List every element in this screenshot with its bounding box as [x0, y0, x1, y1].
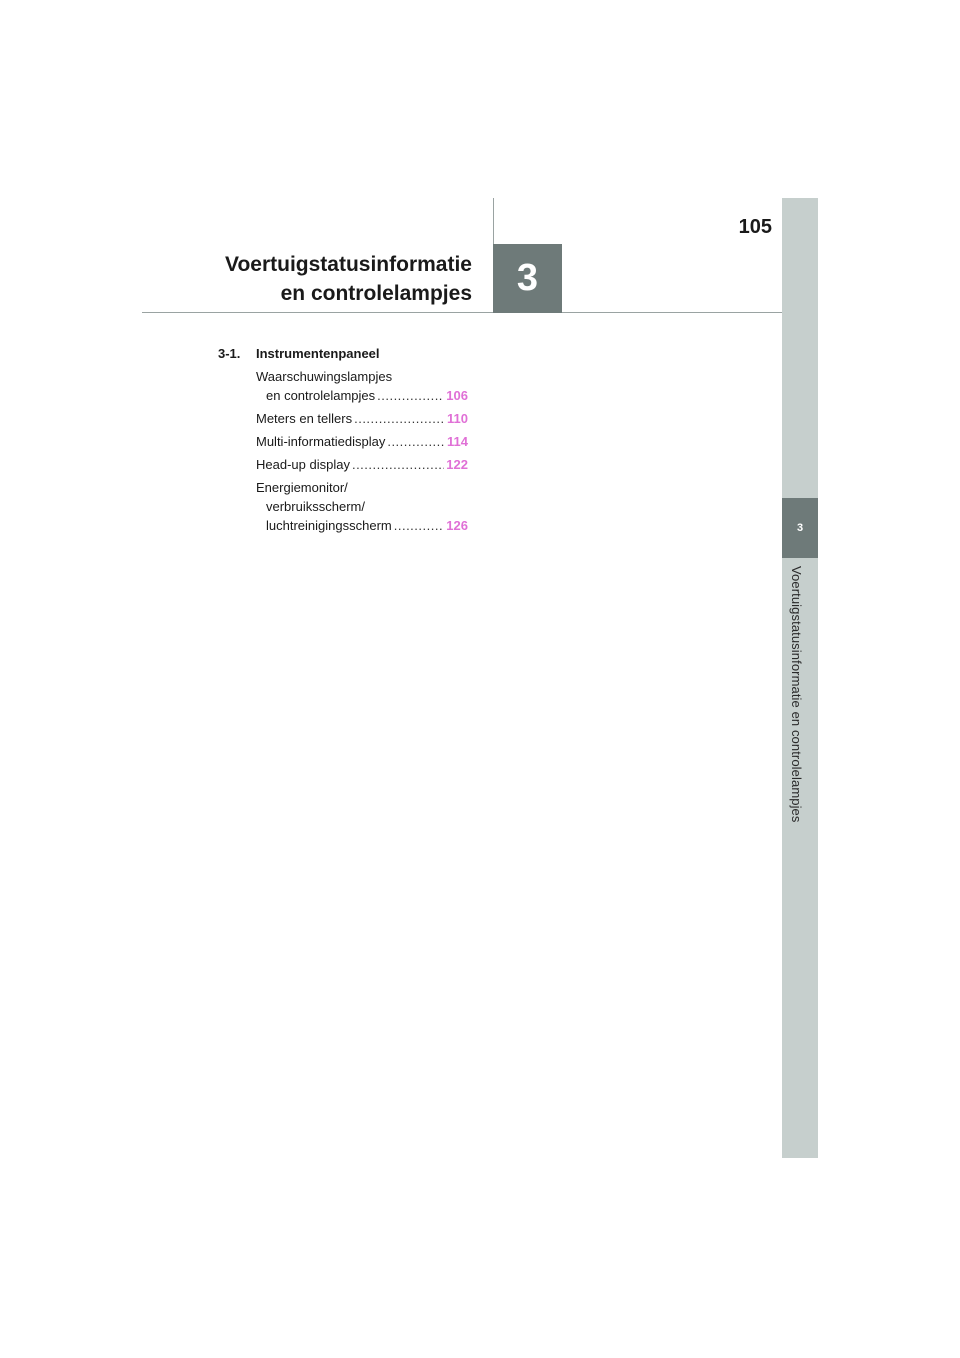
toc-page-link[interactable]: 110 — [447, 411, 468, 426]
page-number: 105 — [738, 216, 772, 238]
toc-leader-dots — [387, 432, 445, 451]
toc-entry-line: verbruiksscherm/ — [266, 499, 365, 514]
chapter-number-box: 3 — [493, 244, 562, 313]
toc-leader-dots — [377, 386, 444, 405]
toc-leader-dots — [354, 409, 445, 428]
toc-section-number: 3-1. — [218, 346, 241, 361]
toc-section-heading[interactable] — [218, 344, 468, 363]
toc-page-link[interactable]: 126 — [446, 518, 468, 533]
header-divider-horizontal — [142, 312, 782, 313]
toc-leader-dots — [352, 455, 444, 474]
toc-entry-text: luchtreinigingsscherm — [266, 518, 392, 533]
toc-entry-text: Multi-informatiedisplay — [256, 434, 386, 449]
toc-entry-text: Meters en tellers — [256, 411, 353, 426]
table-of-contents — [218, 344, 468, 539]
toc-page-link[interactable]: 114 — [447, 434, 468, 449]
toc-entry-text: en controlelampjes — [266, 388, 376, 403]
toc-entry-head-up-display[interactable] — [256, 455, 468, 474]
toc-entry-meters[interactable] — [256, 409, 468, 428]
toc-entry-line: Energiemonitor/ — [256, 480, 348, 495]
toc-entry-energy-monitor[interactable] — [256, 478, 468, 535]
side-tab-label: Voertuigstatusinformatie en controlelampjes — [789, 566, 804, 823]
chapter-title — [225, 250, 472, 308]
toc-page-link[interactable]: 122 — [446, 457, 468, 472]
toc-page-link[interactable]: 106 — [446, 388, 468, 403]
toc-entry-line: Waarschuwingslampjes — [256, 369, 393, 384]
toc-entry-warning-lights[interactable] — [256, 367, 468, 405]
chapter-title-line2: en controlelampjes — [280, 282, 472, 305]
header-divider-vertical — [493, 198, 494, 244]
chapter-title-line1: Voertuigstatusinformatie — [225, 253, 472, 276]
toc-entry-text: Head-up display — [256, 457, 350, 472]
side-tab-chapter-number[interactable]: 3 — [782, 498, 818, 558]
toc-entry-multi-info-display[interactable] — [256, 432, 468, 451]
toc-section-title: Instrumentenpaneel — [256, 346, 380, 361]
toc-leader-dots — [394, 516, 445, 535]
